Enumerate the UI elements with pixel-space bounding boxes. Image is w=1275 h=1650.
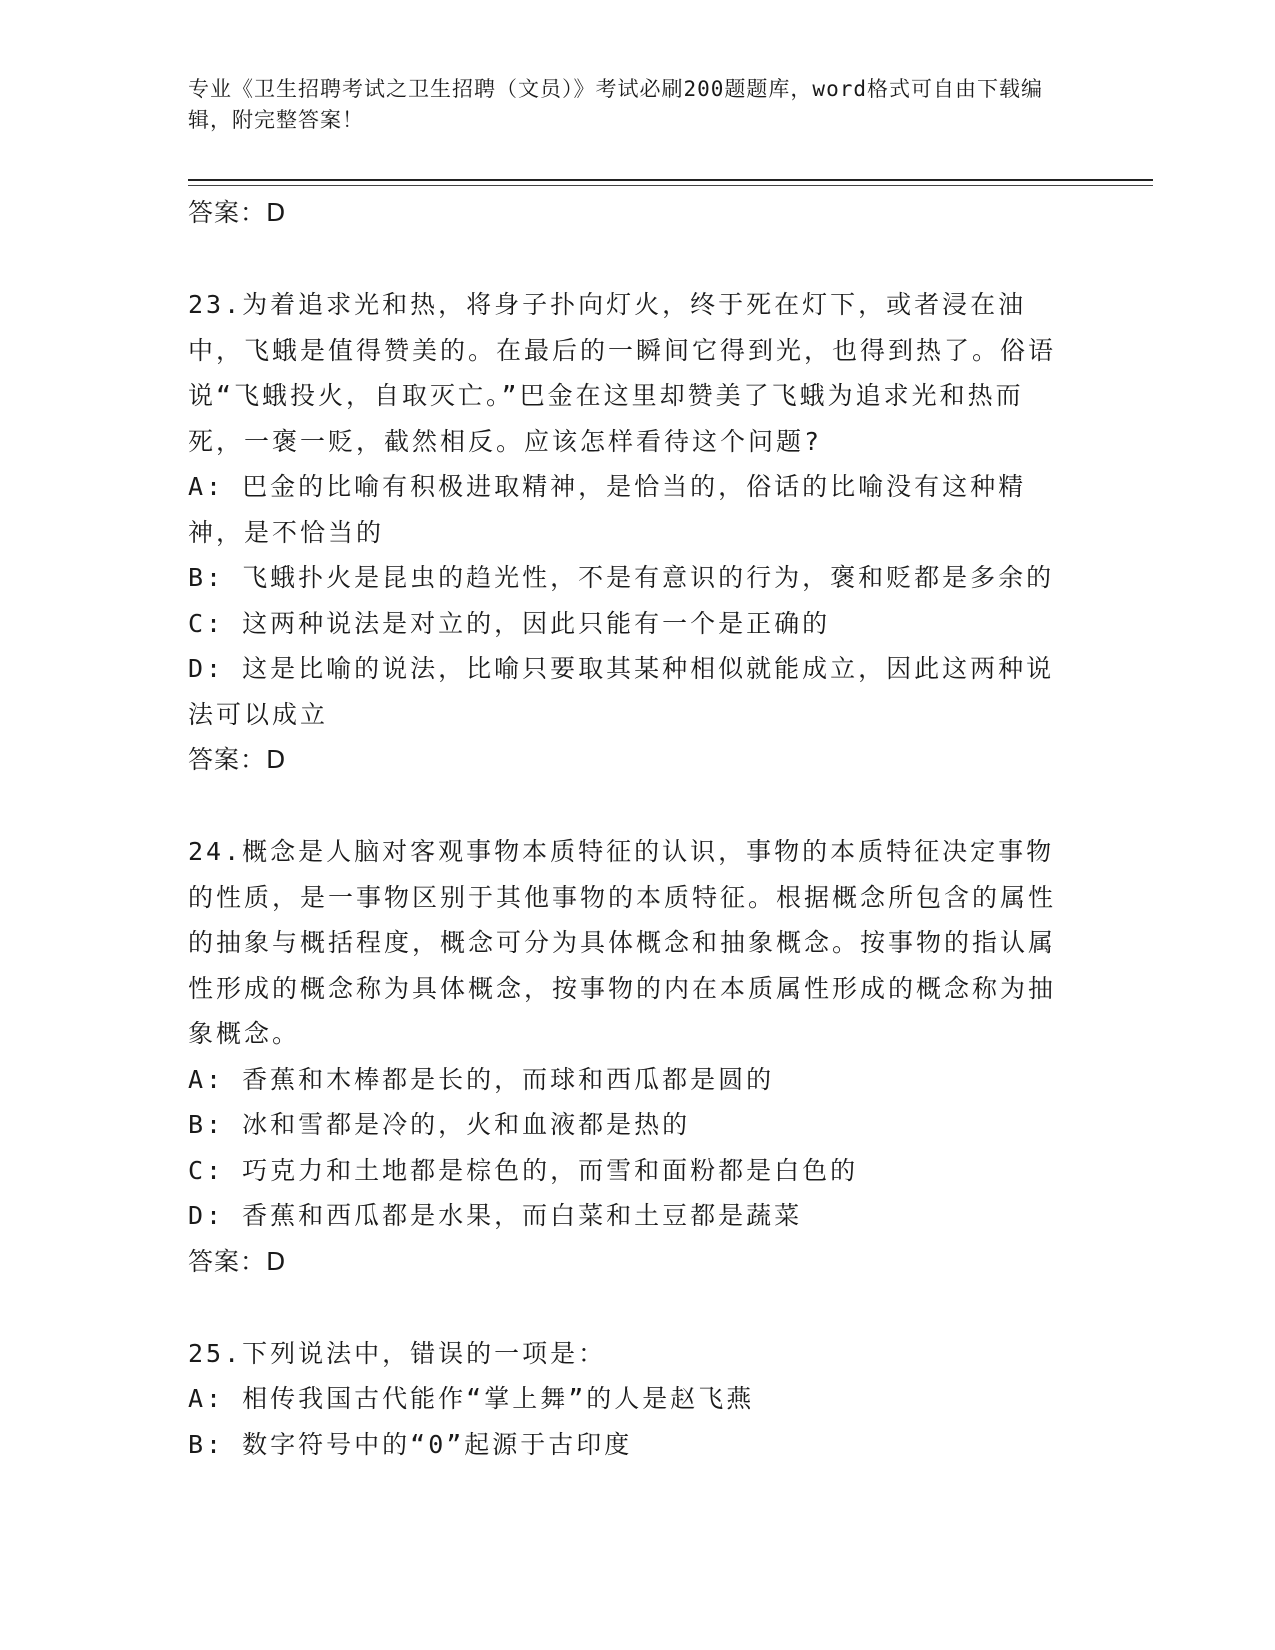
option-d: D: 香蕉和西瓜都是水果，而白菜和土豆都是蔬菜 [188, 1201, 803, 1230]
option-b: B: 冰和雪都是冷的，火和血液都是热的 [188, 1110, 691, 1139]
question-text: 25.下列说法中，错误的一项是： [188, 1338, 607, 1368]
question-25 [188, 1331, 1068, 1468]
option-c: C: 巧克力和土地都是棕色的，而雪和面粉都是白色的 [188, 1155, 859, 1185]
option-d: D: 这是比喻的说法，比喻只要取其某种相似就能成立，因此这两种说法可以成立 [188, 654, 1055, 729]
question-24 [188, 829, 1068, 1285]
option-a: A: 香蕉和木棒都是长的，而球和西瓜都是圆的 [188, 1064, 775, 1094]
question-23 [188, 282, 1068, 783]
option-a: A: 巴金的比喻有积极进取精神，是恰当的，俗话的比喻没有这种精神，是不恰当的 [188, 472, 1027, 547]
page-header: 专业《卫生招聘考试之卫生招聘（文员）》考试必刷200题题库，word格式可自由下载编辑，附完整答案！ [188, 77, 1043, 132]
header-rule-thin [188, 185, 1153, 186]
option-a: A: 相传我国古代能作“掌上舞”的人是赵飞燕 [188, 1384, 755, 1413]
option-b: B: 飞蛾扑火是昆虫的趋光性，不是有意识的行为，褒和贬都是多余的 [188, 563, 1055, 592]
question-text: 23.为着追求光和热，将身子扑向灯火，终于死在灯下，或者浸在油中，飞蛾是值得赞美的。在最后的一瞬间它得到光，也得到热了。俗语说“飞蛾投火，自取灭亡。”巴金在这里却赞美了飞蛾为追求光和热而死，一褒一贬，截然相反。应该怎样看待这个问题? [188, 290, 1057, 456]
answer-line: 答案：D [188, 745, 287, 774]
answer-q22: 答案：D [188, 198, 287, 227]
option-b: B: 数字符号中的“0”起源于古印度 [188, 1429, 633, 1459]
header-rule-thick [188, 179, 1153, 181]
question-text: 24.概念是人脑对客观事物本质特征的认识，事物的本质特征决定事物的性质，是一事物区别于其他事物的本质特征。根据概念所包含的属性的抽象与概括程度，概念可分为具体概念和抽象概念。按事物的指认属性形成的概念称为具体概念，按事物的内在本质属性形成的概念称为抽象概念。 [188, 837, 1057, 1048]
option-c: C: 这两种说法是对立的，因此只能有一个是正确的 [188, 608, 831, 638]
document-body [188, 190, 1068, 1467]
answer-line: 答案：D [188, 1246, 287, 1276]
